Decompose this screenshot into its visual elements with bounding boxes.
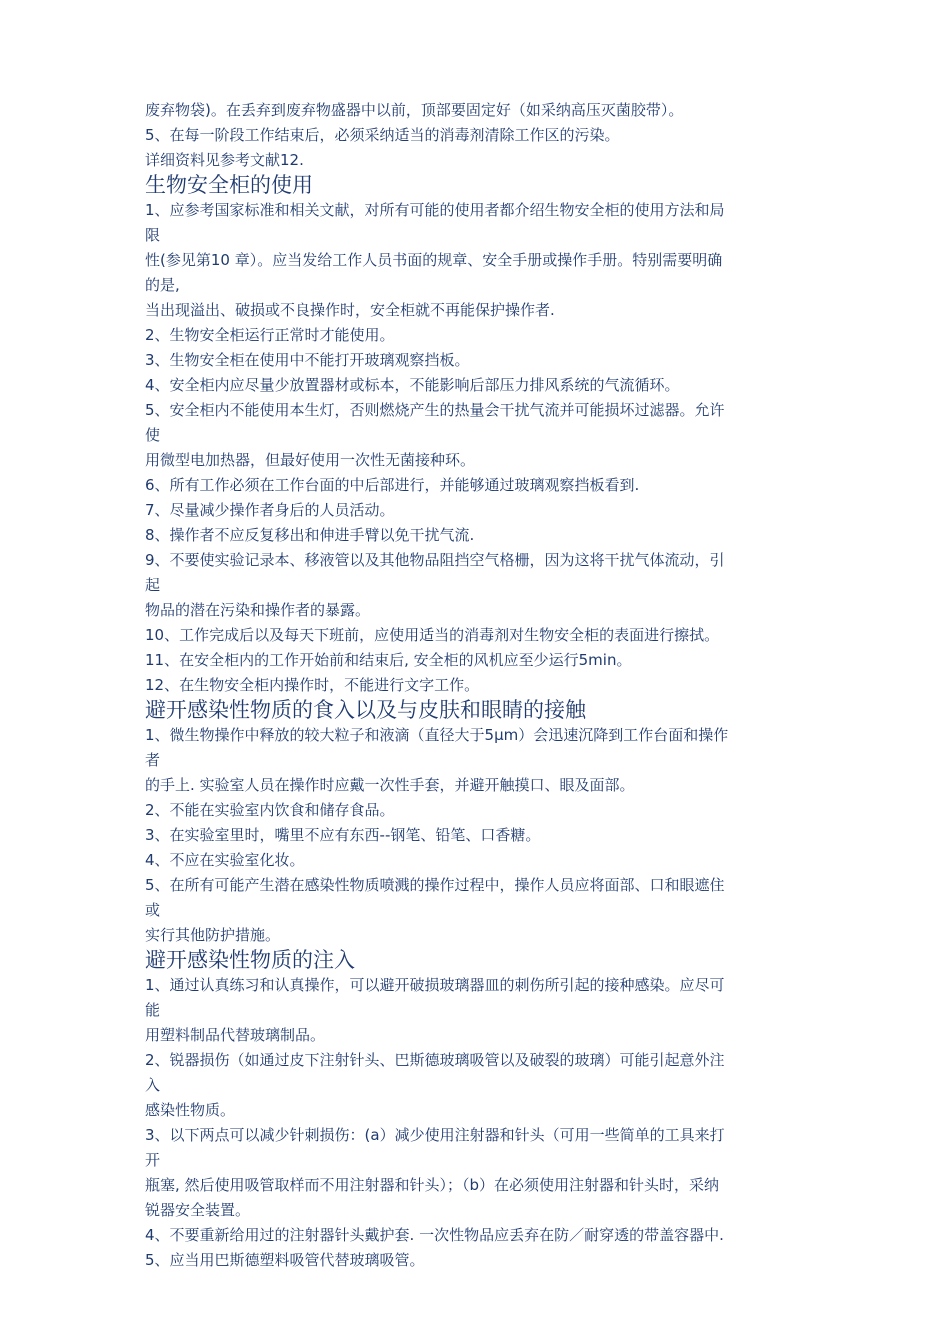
text-line: 者 [145,751,161,769]
section-heading: 生物安全柜的使用 [145,173,313,197]
text-line: 详细资料见参考文献12. [145,151,304,169]
text-line: 5、安全柜内不能使用本生灯，否则燃烧产生的热量会干扰气流并可能损坏过滤器。允许 [145,401,725,419]
text-line: 2、不能在实验室内饮食和储存食品。 [145,801,395,819]
text-line: 3、生物安全柜在使用中不能打开玻璃观察挡板。 [145,351,470,369]
text-line: 当出现溢出、破损或不良操作时，安全柜就不再能保护操作者. [145,301,555,319]
text-line: 瓶塞, 然后使用吸管取样而不用注射器和针头）；（b）在必须使用注射器和针头时，采纳 [145,1176,720,1194]
text-line: 11、在安全柜内的工作开始前和结束后, 安全柜的风机应至少运行5min。 [145,651,632,669]
text-line: 实行其他防护措施。 [145,926,281,944]
text-line: 的是, [145,276,180,294]
text-line: 的手上. 实验室人员在操作时应戴一次性手套，并避开触摸口、眼及面部。 [145,776,635,794]
text-line: 使 [145,426,161,444]
document-page [145,98,815,1273]
text-line: 性(参见第10 章）。应当发给工作人员书面的规章、安全手册或操作手册。特别需要明确 [145,251,723,269]
text-line: 起 [145,576,161,594]
text-line: 6、所有工作必须在工作台面的中后部进行，并能够通过玻璃观察挡板看到. [145,476,640,494]
text-line: 4、安全柜内应尽量少放置器材或标本，不能影响后部压力排风系统的气流循环。 [145,376,680,394]
text-line: 锐器安全装置。 [145,1201,251,1219]
text-line: 3、以下两点可以减少针刺损伤：(a）减少使用注射器和针头（可用一些简单的工具来打 [145,1126,725,1144]
text-line: 或 [145,901,161,919]
text-line: 5、在每一阶段工作结束后，必须采纳适当的消毒剂清除工作区的污染。 [145,126,620,144]
text-line: 物品的潜在污染和操作者的暴露。 [145,601,371,619]
text-line: 10、工作完成后以及每天下班前，应使用适当的消毒剂对生物安全柜的表面进行擦拭。 [145,626,720,644]
text-line: 8、操作者不应反复移出和伸进手臂以免干扰气流. [145,526,475,544]
text-line: 4、不应在实验室化妆。 [145,851,305,869]
text-line: 12、在生物安全柜内操作时，不能进行文字工作。 [145,676,480,694]
text-line: 用塑料制品代替玻璃制品。 [145,1026,326,1044]
text-line: 废弃物袋)。在丢弃到废弃物盛器中以前，顶部要固定好（如采纳高压灭菌胶带）。 [145,101,684,119]
text-line: 9、不要使实验记录本、移液管以及其他物品阻挡空气格栅，因为这将干扰气体流动，引 [145,551,725,569]
text-line: 开 [145,1151,161,1169]
text-line: 1、通过认真练习和认真操作，可以避开破损玻璃器皿的刺伤所引起的接种感染。应尽可 [145,976,725,994]
section-heading: 避开感染性物质的食入以及与皮肤和眼睛的接触 [145,698,586,722]
text-line: 1、应参考国家标准和相关文献，对所有可能的使用者都介绍生物安全柜的使用方法和局 [145,201,725,219]
text-line: 能 [145,1001,161,1019]
text-line: 5、在所有可能产生潜在感染性物质喷溅的操作过程中，操作人员应将面部、口和眼遮住 [145,876,725,894]
text-line: 用微型电加热器，但最好使用一次性无菌接种环。 [145,451,476,469]
text-line: 限 [145,226,161,244]
text-line: 7、尽量减少操作者身后的人员活动。 [145,501,395,519]
text-line: 1、微生物操作中释放的较大粒子和液滴（直径大于5μm）会迅速沉降到工作台面和操作 [145,726,729,744]
text-line: 2、锐器损伤（如通过皮下注射针头、巴斯德玻璃吸管以及破裂的玻璃）可能引起意外注 [145,1051,725,1069]
text-line: 5、应当用巴斯德塑料吸管代替玻璃吸管。 [145,1251,425,1269]
text-line: 3、在实验室里时，嘴里不应有东西--钢笔、铅笔、口香糖。 [145,826,541,844]
text-line: 4、不要重新给用过的注射器针头戴护套. 一次性物品应丢弃在防／耐穿透的带盖容器中. [145,1226,724,1244]
section-heading: 避开感染性物质的注入 [145,948,355,972]
text-line: 入 [145,1076,161,1094]
text-line: 感染性物质。 [145,1101,236,1119]
text-line: 2、生物安全柜运行正常时才能使用。 [145,326,395,344]
